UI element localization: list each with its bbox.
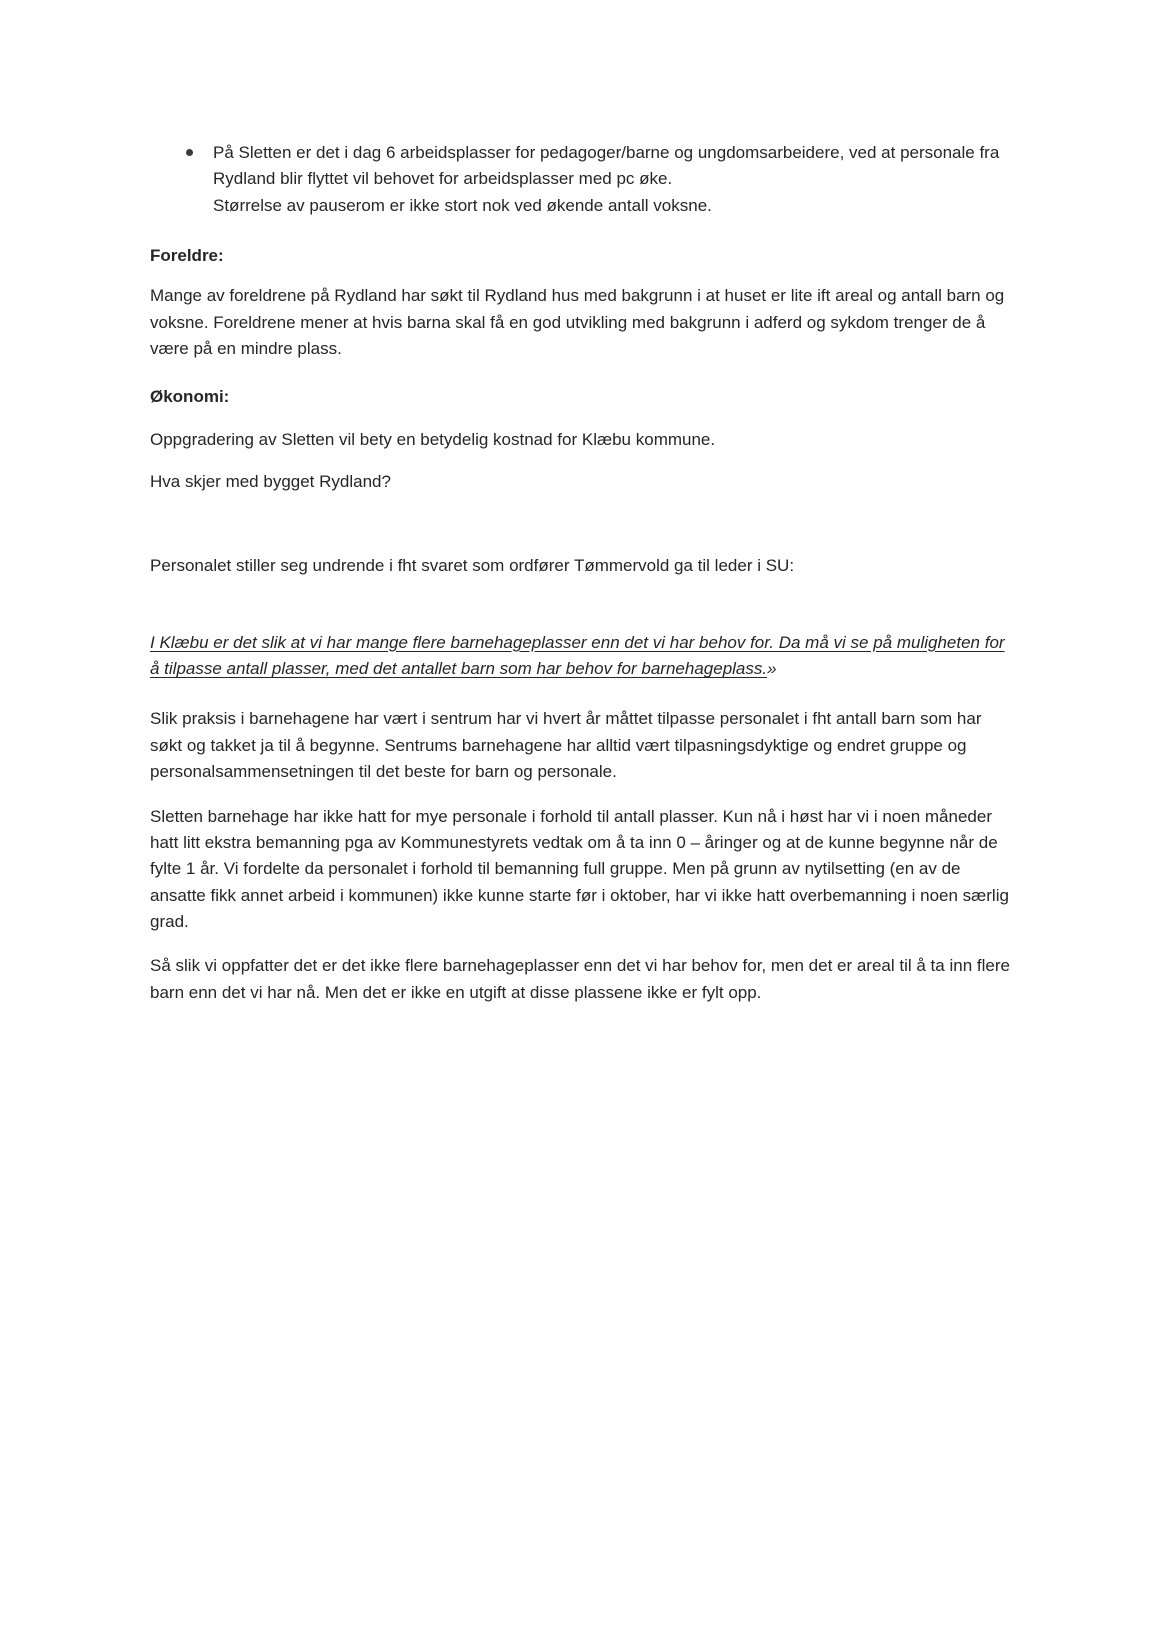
- paragraph-sletten: Sletten barnehage har ikke hatt for mye personale i forhold til antall plasser. Kun nå i høst har vi i noen måneder hatt litt ekstra bemanning pga av Kommunestyrets vedtak om å ta inn 0 – åringer og at de kunne begynne når de fylte 1 år. Vi fordelte da personalet i forhold til bemanning full gruppe. Men på grunn av nytilsetting (en av de ansatte fikk annet arbeid i kommunen) ikke kunne starte før i oktober, har vi ikke hatt overbemanning i noen særlig grad.: [150, 806, 1009, 931]
- bullet-icon: [186, 149, 193, 156]
- bullet-text-line2: Størrelse av pauserom er ikke stort nok ved økende antall voksne.: [213, 195, 712, 215]
- paragraph-praksis: Slik praksis i barnehagene har vært i sentrum har vi hvert år måttet tilpasse personalet i fht antall barn som har søkt og takket ja til å begynne. Sentrums barnehagene har alltid vært tilpasningsdyktige og endret gruppe og personalsammensetningen til det beste for barn og personale.: [150, 709, 982, 782]
- bullet-item: [150, 140, 1010, 219]
- paragraph-okonomi: Oppgradering av Sletten vil bety en betydelig kostnad for Klæbu kommune.: [150, 429, 716, 449]
- paragraph-question: Hva skjer med bygget Rydland?: [150, 472, 391, 492]
- quote-text: I Klæbu er det slik at vi har mange flere barnehageplasser enn det vi har behov for. Da må vi se på muligheten for å tilpasse antall plasser, med det antallet barn som har behov for barnehageplass.: [150, 632, 1005, 679]
- paragraph-foreldre: Mange av foreldrene på Rydland har søkt til Rydland hus med bakgrunn i at huset er lite ift areal og antall barn og voksne. Foreldrene mener at hvis barna skal få en god utvikling med bakgrunn i adferd og sykdom trenger de å være på en mindre plass.: [150, 286, 1005, 359]
- heading-okonomi: Økonomi:: [150, 387, 230, 407]
- bullet-text-line1: På Sletten er det i dag 6 arbeidsplasser for pedagoger/barne og ungdomsarbeidere, ved at personale fra Rydland blir flyttet vil behovet for arbeidsplasser med pc øke.: [213, 143, 1000, 189]
- heading-foreldre: Foreldre:: [150, 246, 224, 266]
- paragraph-personalet: Personalet stiller seg undrende i fht svaret som ordfører Tømmervold ga til leder i SU:: [150, 556, 795, 576]
- paragraph-oppfatter: Så slik vi oppfatter det er det ikke flere barnehageplasser enn det vi har behov for, men det er areal til å ta inn flere barn enn det vi har nå. Men det er ikke en utgift at disse plassene ikke er fylt opp.: [150, 956, 1010, 1002]
- quote-closing-mark: »: [767, 659, 777, 679]
- quote-paragraph: [150, 630, 1010, 683]
